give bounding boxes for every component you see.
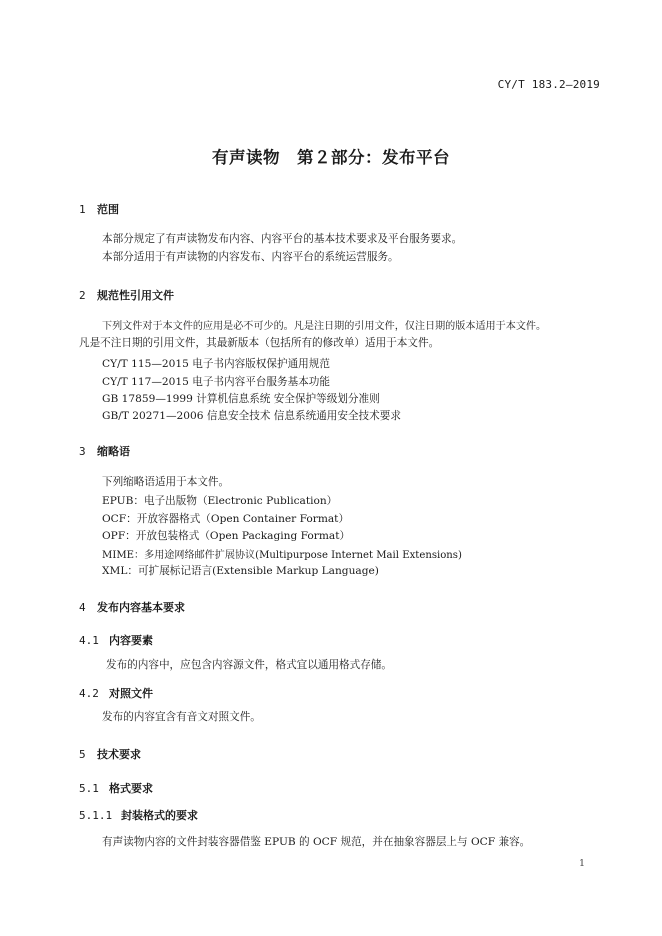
reference-item: GB/T 20271—2006 信息安全技术 信息系统通用安全技术要求 (102, 410, 401, 422)
paragraph: 有声读物内容的文件封装容器借鉴 EPUB 的 OCF 规范，并在抽象容器层上与 OCF 兼容。 (102, 836, 531, 848)
section-title: 发布内容基本要求 (97, 601, 185, 614)
section-number: 1 (79, 203, 86, 216)
abbreviation-item: EPUB：电子出版物（Electronic Publication） (102, 495, 338, 507)
section-title: 范围 (97, 203, 119, 216)
reference-item: GB 17859—1999 计算机信息系统 安全保护等级划分准则 (102, 393, 380, 405)
paragraph: 下列文件对于本文件的应用是必不可少的。凡是注日期的引用文件，仅注日期的版本适用于本文件。 (102, 321, 547, 332)
section-4-1-heading (79, 632, 153, 648)
reference-item: CY/T 117—2015 电子书内容平台服务基本功能 (102, 376, 330, 388)
section-number: 5 (79, 748, 86, 761)
document-title: 有声读物 第２部分：发布平台 (212, 148, 450, 167)
section-number: 3 (79, 445, 86, 458)
section-title: 规范性引用文件 (97, 289, 174, 302)
section-5-1-1-heading (79, 807, 198, 823)
section-number: 5.1 (79, 782, 99, 795)
section-number: 4 (79, 601, 86, 614)
section-2-heading (79, 287, 174, 303)
section-5-heading (79, 746, 141, 762)
section-number: 2 (79, 289, 86, 302)
standard-code: CY/T 183.2—2019 (497, 78, 600, 91)
paragraph: 本部分规定了有声读物发布内容、内容平台的基本技术要求及平台服务要求。 (102, 233, 463, 245)
paragraph: 本部分适用于有声读物的内容发布、内容平台的系统运营服务。 (102, 251, 399, 263)
abbreviation-item: OPF：开放包装格式（Open Packaging Format） (102, 530, 351, 542)
paragraph: 发布的内容中，应包含内容源文件，格式宜以通用格式存储。 (106, 659, 393, 671)
section-title: 缩略语 (97, 445, 130, 458)
section-title: 对照文件 (109, 687, 153, 700)
section-title: 内容要素 (109, 634, 153, 647)
section-number: 4.1 (79, 634, 99, 647)
section-4-2-heading (79, 685, 153, 701)
section-number: 5.1.1 (79, 809, 113, 822)
abbreviation-item: OCF：开放容器格式（Open Container Format） (102, 513, 350, 525)
section-5-1-heading (79, 780, 153, 796)
abbreviation-item: XML：可扩展标记语言(Extensible Markup Language) (102, 565, 379, 577)
section-title: 技术要求 (97, 748, 141, 761)
abbreviation-item: MIME：多用途网络邮件扩展协议(Multipurpose Internet Mail Extensions) (102, 550, 462, 561)
section-4-heading (79, 599, 185, 615)
section-title: 封装格式的要求 (121, 809, 198, 822)
reference-item: CY/T 115—2015 电子书内容版权保护通用规范 (102, 358, 330, 370)
page-number: 1 (578, 858, 585, 869)
paragraph: 下列缩略语适用于本文件。 (102, 476, 230, 488)
section-number: 4.2 (79, 687, 99, 700)
paragraph: 发布的内容宜含有音文对照文件。 (102, 711, 261, 723)
section-3-heading (79, 443, 130, 459)
section-1-heading (79, 201, 119, 217)
paragraph: 凡是不注日期的引用文件，其最新版本（包括所有的修改单）适用于本文件。 (79, 337, 440, 349)
section-title: 格式要求 (109, 782, 153, 795)
